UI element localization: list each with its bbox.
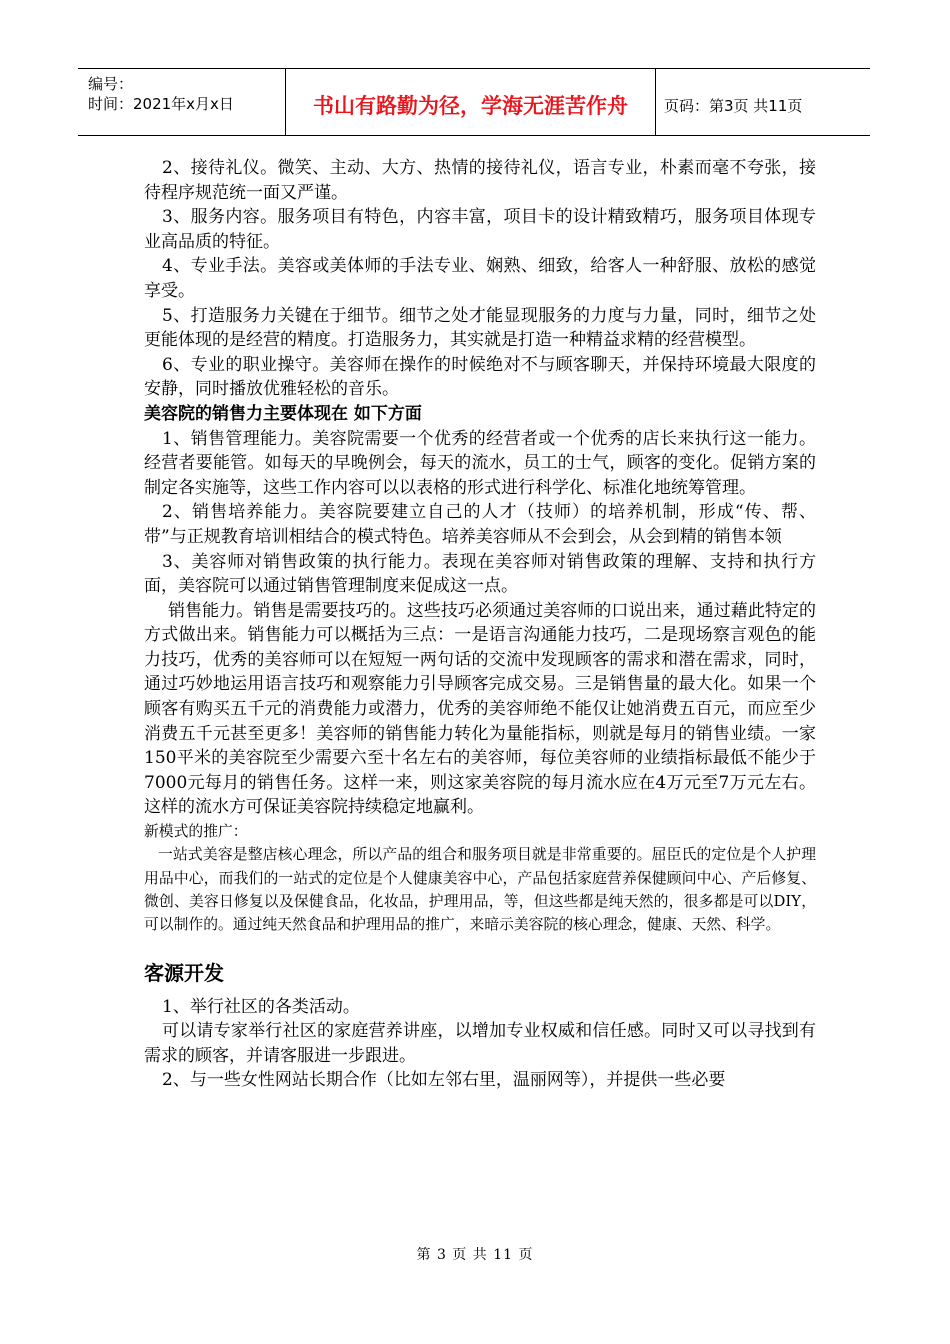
header-code-label: 编号：: [88, 75, 134, 93]
paragraph-sales-management: 1、销售管理能力。美容院需要一个优秀的经营者或一个优秀的店长来执行这一能力。经营者要能管。如每天的早晚例会，每天的流水，员工的士气，顾客的变化。促销方案的制定各实施等，这些工作内容可以以表格的形式进行科学化、标准化地统筹管理。: [144, 428, 816, 498]
header-meta: [78, 69, 285, 135]
new-model-label: 新模式的推广：: [144, 823, 248, 841]
paragraph-community-events: 1、举行社区的各类活动。: [162, 996, 360, 1017]
paragraph-website-cooperation: 2、与一些女性网站长期合作（比如左邻右里，温丽网等），并提供一些必要: [162, 1070, 726, 1091]
sales-heading: 美容院的销售力主要体现在 如下方面: [144, 403, 422, 424]
section-title: 客源开发: [144, 960, 224, 985]
new-model-text: 一站式美容是整店核心理念，所以产品的组合和服务项目就是非常重要的。屈臣氏的定位是个人护理用品中心，而我们的一站式的定位是个人健康美容中心，产品包括家庭营养保健顾问中心、产后修复、微创、美容日修复以及保健食品，化妆品，护理用品，等，但这些都是纯天然的，很多都是可以DIY，可以制作的。通过纯天然食品和护理用品的推广，来暗示美容院的核心理念，健康、天然、科学。: [144, 846, 816, 934]
header-page-info: 页码：第3页 共11页: [664, 96, 803, 115]
paragraph-sales-training: 2、销售培养能力。美容院要建立自己的人才（技师）的培养机制，形成“传、帮、带”与正规教育培训相结合的模式特色。培养美容师从不会到会，从会到精的销售本领: [144, 502, 816, 547]
paragraph-service-content: 3、服务内容。服务项目有特色，内容丰富，项目卡的设计精致精巧，服务项目体现专业高品质的特征。: [144, 207, 816, 252]
page-header: [78, 68, 870, 136]
header-motto: 书山有路勤为径，学海无涯苦作舟: [285, 69, 656, 135]
document-body: [144, 156, 816, 1093]
paragraph-ethics: 6、专业的职业操守。美容师在操作的时候绝对不与顾客聊天，并保持环境最大限度的安静，同时播放优雅轻松的音乐。: [144, 354, 816, 400]
paragraph-details: 5、打造服务力关键在于细节。细节之处才能显现服务的力度与力量，同时，细节之处更能体现的是经营的精度。打造服务力，其实就是打造一种精益求精的经营模型。: [144, 305, 816, 351]
paragraph-reception: 2、接待礼仪。微笑、主动、大方、热情的接待礼仪，语言专业，朴素而毫不夸张，接待程序规范统一面又严谨。: [144, 158, 816, 203]
page-footer: 第 3 页 共 11 页: [416, 1247, 534, 1263]
paragraph-policy-execution: 3、美容师对销售政策的执行能力。表现在美容师对销售政策的理解、支持和执行方面，美容院可以通过销售管理制度来促成这一点。: [144, 551, 816, 597]
header-date-label: 时间：2021年x月x日: [88, 95, 234, 113]
paragraph-sales-ability: 销售能力。销售是需要技巧的。这些技巧必须通过美容师的口说出来，通过藉此特定的方式做出来。销售能力可以概括为三点：一是语言沟通能力技巧，二是现场察言观色的能力技巧，优秀的美容师可以在短短一两句话的交流中发现顾客的需求和潜在需求，同时，通过巧妙地运用语言技巧和观察能力引导顾客完成交易。三是销售量的最大化。如果一个顾客有购买五千元的消费能力或潜力，优秀的美容师绝不能仅让她消费五百元，而应至少消费五千元甚至更多！美容师的销售能力转化为量能指标，则就是每月的销售业绩。一家150平米的美容院至少需要六至十名左右的美容师，每位美容师的业绩指标最低不能少于7000元每月的销售任务。这样一来，则这家美容院的每月流水应在4万元至7万元左右。这样的流水方可保证美容院持续稳定地赢利。: [144, 600, 816, 818]
paragraph-technique: 4、专业手法。美容或美体师的手法专业、娴熟、细致，给客人一种舒服、放松的感觉享受。: [144, 256, 816, 301]
paragraph-expert-lectures: 可以请专家举行社区的家庭营养讲座，以增加专业权威和信任感。同时又可以寻找到有需求的顾客，并请客服进一步跟进。: [144, 1021, 816, 1066]
